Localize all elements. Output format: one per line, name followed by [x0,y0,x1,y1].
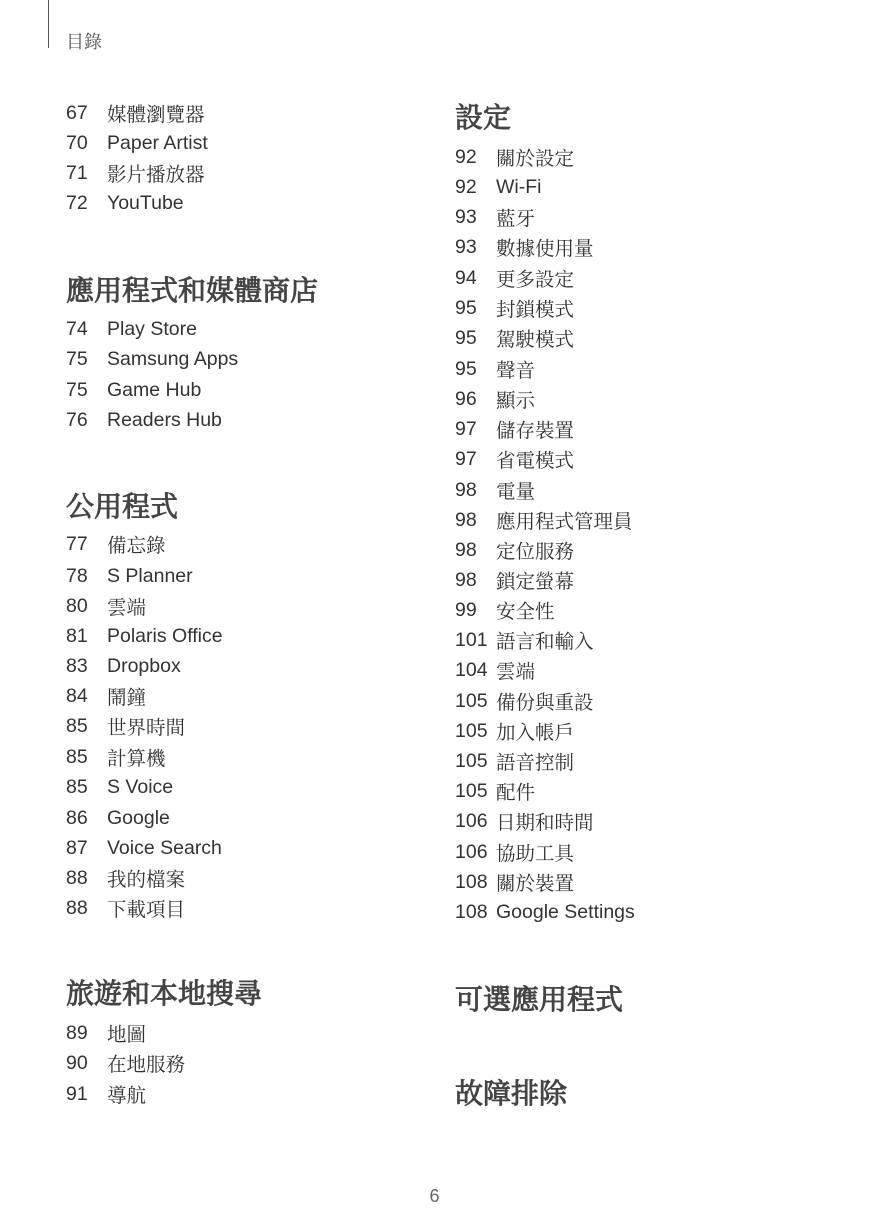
toc-page-number: 108 [455,870,488,893]
toc-page-number: 99 [455,598,477,621]
toc-entry-title: 地圖 [107,1024,147,1046]
toc-page-number: 88 [66,896,88,919]
toc-page-number: 77 [66,532,88,555]
toc-entry[interactable] [66,315,197,343]
toc-entry-title: 媒體瀏覽器 [107,104,205,126]
toc-entry-title: 顯示 [496,390,536,412]
section-heading-troubleshooting[interactable]: 故障排除 [455,1078,568,1109]
toc-entry[interactable] [455,476,535,504]
toc-entry-title: 駕駛模式 [496,329,575,351]
toc-entry-title: Paper Artist [107,131,208,154]
toc-page-number: 95 [455,326,477,349]
toc-entry[interactable] [66,894,185,922]
toc-entry-title: Polaris Office [107,624,223,647]
toc-entry-title: 語音控制 [496,752,575,774]
toc-entry-title: 鬧鐘 [107,687,147,709]
toc-page-number: 80 [66,594,88,617]
toc-page-number: 98 [455,538,477,561]
toc-page-number: 92 [455,175,477,198]
toc-entry[interactable] [455,838,574,866]
toc-entry[interactable] [455,536,574,564]
toc-page-number: 97 [455,417,477,440]
toc-page-number: 105 [455,689,488,712]
toc-entry-title: Dropbox [107,654,181,677]
section-heading-utilities[interactable]: 公用程式 [66,491,179,522]
toc-entry[interactable] [455,626,594,654]
toc-entry[interactable] [455,324,574,352]
toc-entry-title: 加入帳戶 [496,722,575,744]
header-divider [48,0,49,48]
toc-entry[interactable] [66,406,222,434]
toc-page-number: 95 [455,357,477,380]
toc-entry-title: 省電模式 [496,450,575,472]
toc-entry[interactable] [455,596,555,624]
toc-entry-title: 藍牙 [496,208,536,230]
toc-entry-title: 世界時間 [107,717,186,739]
toc-entry[interactable] [66,682,146,710]
toc-page-number: 71 [66,161,88,184]
toc-page-number: 105 [455,749,488,772]
toc-entry-title: 關於裝置 [496,873,575,895]
toc-entry[interactable] [66,189,184,217]
toc-entry-title: 我的檔案 [107,869,186,891]
toc-entry[interactable] [455,173,541,201]
toc-entry[interactable] [66,804,170,832]
toc-page-number: 85 [66,745,88,768]
toc-page-number: 70 [66,131,88,154]
toc-entry-title: Game Hub [107,378,202,401]
toc-page-number: 84 [66,684,88,707]
section-heading-optional-apps[interactable]: 可選應用程式 [455,984,624,1015]
toc-entry[interactable] [455,143,574,171]
toc-page-number: 98 [455,478,477,501]
section-heading-travel-local[interactable]: 旅遊和本地搜尋 [66,978,263,1009]
toc-entry[interactable] [455,807,594,835]
toc-page-number: 76 [66,408,88,431]
toc-page-number: 94 [455,266,477,289]
toc-entry[interactable] [455,233,594,261]
toc-page-number: 85 [66,714,88,737]
toc-page-number: 81 [66,624,88,647]
toc-entry[interactable] [66,562,193,590]
toc-entry-title: S Planner [107,564,193,587]
toc-entry-title: Wi-Fi [496,175,542,198]
toc-entry[interactable] [66,652,181,680]
toc-entry-title: Google [107,806,170,829]
toc-entry[interactable] [66,834,222,862]
toc-entry-title: 協助工具 [496,843,575,865]
toc-entry[interactable] [455,656,535,684]
toc-entry[interactable] [455,385,535,413]
toc-entry[interactable] [455,506,633,534]
toc-entry-title: 導航 [107,1085,147,1107]
toc-entry[interactable] [66,345,238,373]
toc-entry[interactable] [455,747,574,775]
toc-page-number: 93 [455,235,477,258]
toc-page-number: 106 [455,840,488,863]
toc-entry[interactable] [66,1080,146,1108]
toc-page-number: 96 [455,387,477,410]
toc-entry[interactable] [455,898,635,926]
toc-page-number: 105 [455,719,488,742]
toc-entry-title: 電量 [496,481,536,503]
toc-entry[interactable] [455,445,574,473]
toc-page-number: 86 [66,806,88,829]
toc-entry-title: 定位服務 [496,541,575,563]
toc-page-number: 75 [66,347,88,370]
toc-page-number: 83 [66,654,88,677]
toc-page-number: 78 [66,564,88,587]
toc-page-number: 74 [66,317,88,340]
toc-entry-title: 關於設定 [496,148,575,170]
toc-page-number: 88 [66,866,88,889]
toc-entry-title: 語言和輸入 [496,631,594,653]
toc-entry-title: S Voice [107,775,174,798]
toc-page-number: 98 [455,568,477,591]
toc-entry-title: 在地服務 [107,1054,186,1076]
toc-entry-title: Google Settings [496,900,635,923]
toc-entry-title: 安全性 [496,601,555,623]
toc-entry-title: 封鎖模式 [496,299,575,321]
toc-page-number: 108 [455,900,488,923]
toc-entry[interactable] [66,129,208,157]
toc-entry[interactable] [66,159,205,187]
toc-entry-title: 鎖定螢幕 [496,571,575,593]
toc-entry-title: YouTube [107,191,184,214]
toc-entry-title: Readers Hub [107,408,222,431]
section-heading-settings[interactable]: 設定 [455,102,512,133]
toc-page-number: 72 [66,191,88,214]
toc-entry-title: 配件 [496,782,536,804]
toc-page-number: 90 [66,1051,88,1074]
toc-page-number: 91 [66,1082,88,1105]
toc-entry[interactable] [66,1049,185,1077]
toc-entry-title: 下載項目 [107,899,186,921]
toc-entry-title: 數據使用量 [496,238,594,260]
toc-entry[interactable] [66,622,223,650]
toc-entry[interactable] [66,773,173,801]
toc-entry[interactable] [66,864,185,892]
toc-page-number: 92 [455,145,477,168]
toc-entry-title: 備份與重設 [496,692,594,714]
toc-entry[interactable] [455,566,574,594]
toc-page-number: 98 [455,508,477,531]
toc-entry-title: Play Store [107,317,197,340]
toc-entry-title: 雲端 [107,597,147,619]
toc-page-number: 106 [455,809,488,832]
toc-entry-title: 備忘錄 [107,535,166,557]
toc-entry[interactable] [455,264,574,292]
toc-entry[interactable] [455,717,574,745]
toc-entry-title: Samsung Apps [107,347,239,370]
toc-page-number: 67 [66,101,88,124]
page-number: 6 [429,1186,440,1206]
toc-entry[interactable] [455,294,574,322]
section-heading-app-stores[interactable]: 應用程式和媒體商店 [66,275,319,306]
toc-entry-title: 儲存裝置 [496,420,575,442]
toc-entry-title: Voice Search [107,836,222,859]
toc-entry-title: 應用程式管理員 [496,511,633,533]
toc-page-number: 75 [66,378,88,401]
toc-page-number: 93 [455,205,477,228]
toc-entry[interactable] [66,99,205,127]
toc-page-number: 87 [66,836,88,859]
toc-page-number: 85 [66,775,88,798]
toc-entry[interactable] [66,1019,146,1047]
toc-page-number: 95 [455,296,477,319]
toc-entry[interactable] [455,777,535,805]
toc-entry[interactable] [66,743,166,771]
toc-page-number: 105 [455,779,488,802]
toc-page-number: 89 [66,1021,88,1044]
toc-entry-title: 雲端 [496,661,536,683]
toc-entry[interactable] [455,355,535,383]
toc-entry-title: 日期和時間 [496,812,594,834]
toc-page-number: 104 [455,658,488,681]
toc-entry-title: 聲音 [496,360,536,382]
toc-entry[interactable] [66,376,201,404]
header-title: 目錄 [66,32,102,52]
toc-entry-title: 影片播放器 [107,164,205,186]
toc-entry-title: 更多設定 [496,269,575,291]
toc-page-number: 101 [455,628,488,651]
toc-entry[interactable] [66,712,185,740]
toc-entry[interactable] [66,530,166,558]
toc-entry[interactable] [66,592,146,620]
toc-entry[interactable] [455,203,535,231]
toc-page-number: 97 [455,447,477,470]
toc-entry[interactable] [455,868,574,896]
toc-entry-title: 計算機 [107,748,166,770]
toc-entry[interactable] [455,415,574,443]
toc-entry[interactable] [455,687,594,715]
